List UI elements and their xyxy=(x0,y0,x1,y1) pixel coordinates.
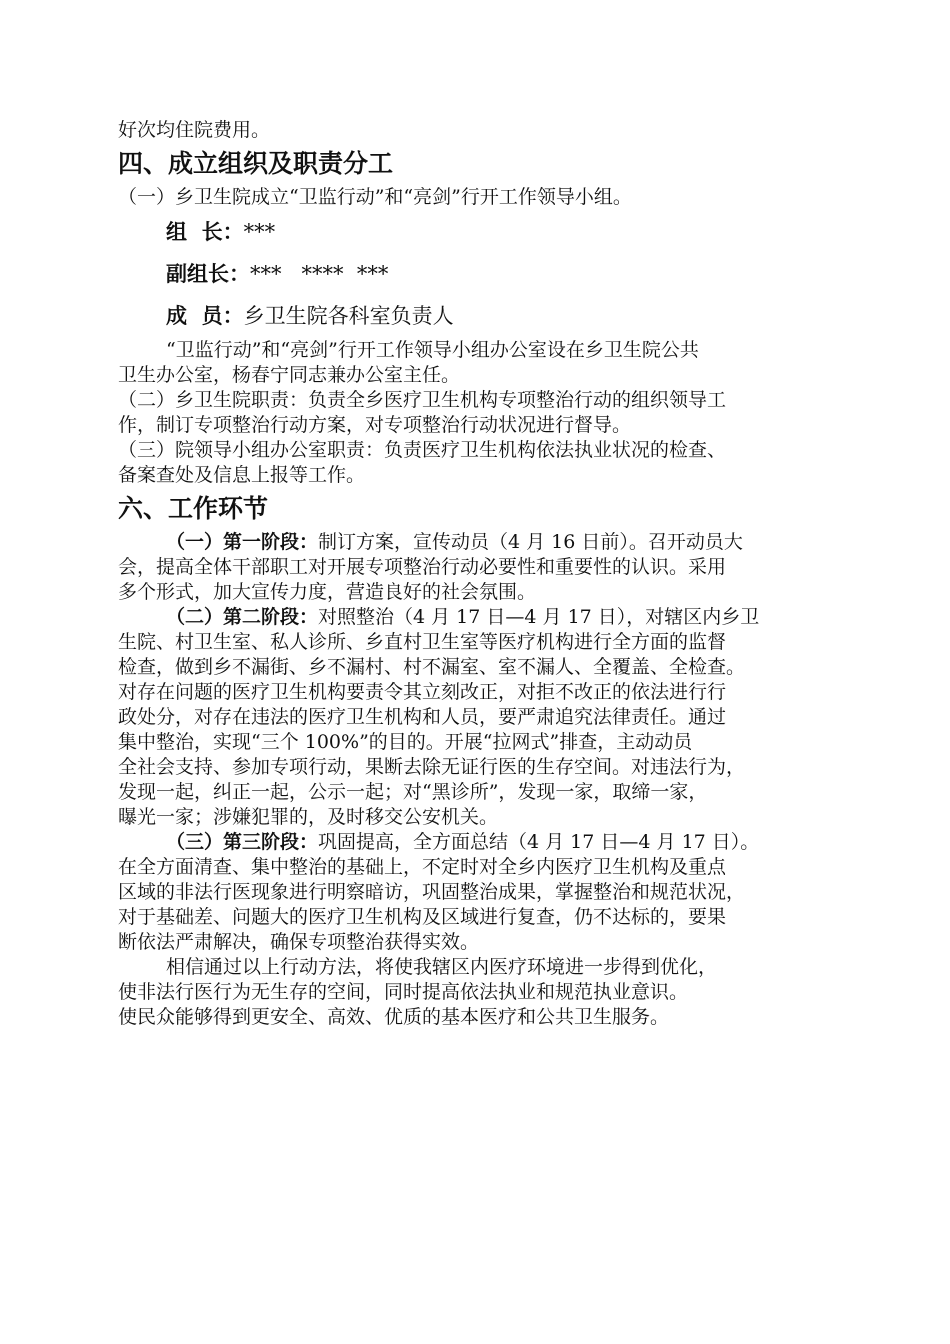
stage2-line: 对存在问题的医疗卫生机构要责令其立刻改正，对拒不改正的依法进行行 xyxy=(118,681,727,703)
members-row xyxy=(118,302,834,330)
deputy-value: *** **** *** xyxy=(250,262,389,286)
leader-row xyxy=(118,218,834,246)
item3-line-2: 备案查处及信息上报等工作。 xyxy=(118,464,366,486)
stage2-label: （二）第二阶段： xyxy=(166,606,319,628)
stage3-line: 在全方面清查、集中整治的基础上，不定时对全乡内医疗卫生机构及重点 xyxy=(118,856,727,878)
item3-line-1: （三）院领导小组办公室职责：负责医疗卫生机构依法执业状况的检查、 xyxy=(118,439,727,461)
leader-label: 组 长： xyxy=(166,219,244,244)
section6-heading: 六、工作环节 xyxy=(118,494,269,523)
deputy-row xyxy=(118,260,834,288)
members-value: 乡卫生院各科室负责人 xyxy=(243,304,454,328)
stage2-line: 检查，做到乡不漏街、乡不漏村、村不漏室、室不漏人、全覆盖、全检查。 xyxy=(118,656,746,678)
stage1-first-line xyxy=(118,530,834,555)
stage2-line: 曝光一家；涉嫌犯罪的，及时移交公安机关。 xyxy=(118,806,499,828)
stage3-first-line xyxy=(118,830,834,855)
stage3-line: 断依法严肃解决，确保专项整治获得实效。 xyxy=(118,931,480,953)
stage1-first-text: 制订方案，宣传动员（4 月 16 日前）。召开动员大 xyxy=(318,531,743,553)
members-label: 成 员： xyxy=(166,303,244,328)
closing-line: 使非法行医行为无生存的空间，同时提高依法执业和规范执业意识。 xyxy=(118,981,689,1003)
section4-item1: （一）乡卫生院成立“卫监行动”和“亮剑”行开工作领导小组。 xyxy=(118,186,632,208)
stage1-line: 会，提高全体干部职工对开展专项整治行动必要性和重要性的认识。采用 xyxy=(118,556,727,578)
stage2-first-line xyxy=(118,605,834,630)
office-line-1: “卫监行动”和“亮剑”行开工作领导小组办公室设在乡卫生院公共 xyxy=(166,339,699,361)
stage2-line: 集中整治，实现“三个 100%”的目的。开展“拉网式”排查，主动动员 xyxy=(118,731,693,753)
stage2-first-text: 对照整治（4 月 17 日—4 月 17 日），对辖区内乡卫 xyxy=(318,606,760,628)
stage1-line: 多个形式，加大宣传力度，营造良好的社会氛围。 xyxy=(118,581,537,603)
stage2-line: 政处分，对存在违法的医疗卫生机构和人员，要严肃追究法律责任。通过 xyxy=(118,706,727,728)
stage3-line: 区域的非法行医现象进行明察暗访，巩固整治成果，掌握整治和规范状况， xyxy=(118,881,746,903)
closing-first-line: 相信通过以上行动方法，将使我辖区内医疗环境进一步得到优化， xyxy=(166,956,718,978)
stage2-line: 发现一起，纠正一起，公示一起；对“黑诊所”，发现一家，取缔一家， xyxy=(118,781,708,803)
intro-tail: 好次均住院费用。 xyxy=(118,119,271,141)
document-page xyxy=(118,118,834,1030)
stage3-first-text: 巩固提高，全方面总结（4 月 17 日—4 月 17 日）。 xyxy=(318,831,760,853)
item2-line-1: （二）乡卫生院职责：负责全乡医疗卫生机构专项整治行动的组织领导工 xyxy=(118,389,727,411)
stage2-line: 生院、村卫生室、私人诊所、乡直村卫生室等医疗机构进行全方面的监督 xyxy=(118,631,727,653)
stage1-label: （一）第一阶段： xyxy=(166,531,319,553)
stage3-line: 对于基础差、问题大的医疗卫生机构及区域进行复查，仍不达标的，要果 xyxy=(118,906,727,928)
stage2-line: 全社会支持、参加专项行动，果断去除无证行医的生存空间。对违法行为， xyxy=(118,756,746,778)
closing-line: 使民众能够得到更安全、高效、优质的基本医疗和公共卫生服务。 xyxy=(118,1006,670,1028)
deputy-label: 副组长： xyxy=(166,261,250,286)
item2-line-2: 作，制订专项整治行动方案，对专项整治行动状况进行督导。 xyxy=(118,414,632,436)
stage3-label: （三）第三阶段： xyxy=(166,831,319,853)
office-line-2: 卫生办公室，杨春宁同志兼办公室主任。 xyxy=(118,364,461,386)
section4-heading: 四、成立组织及职责分工 xyxy=(118,149,394,178)
leader-value: *** xyxy=(243,220,276,244)
